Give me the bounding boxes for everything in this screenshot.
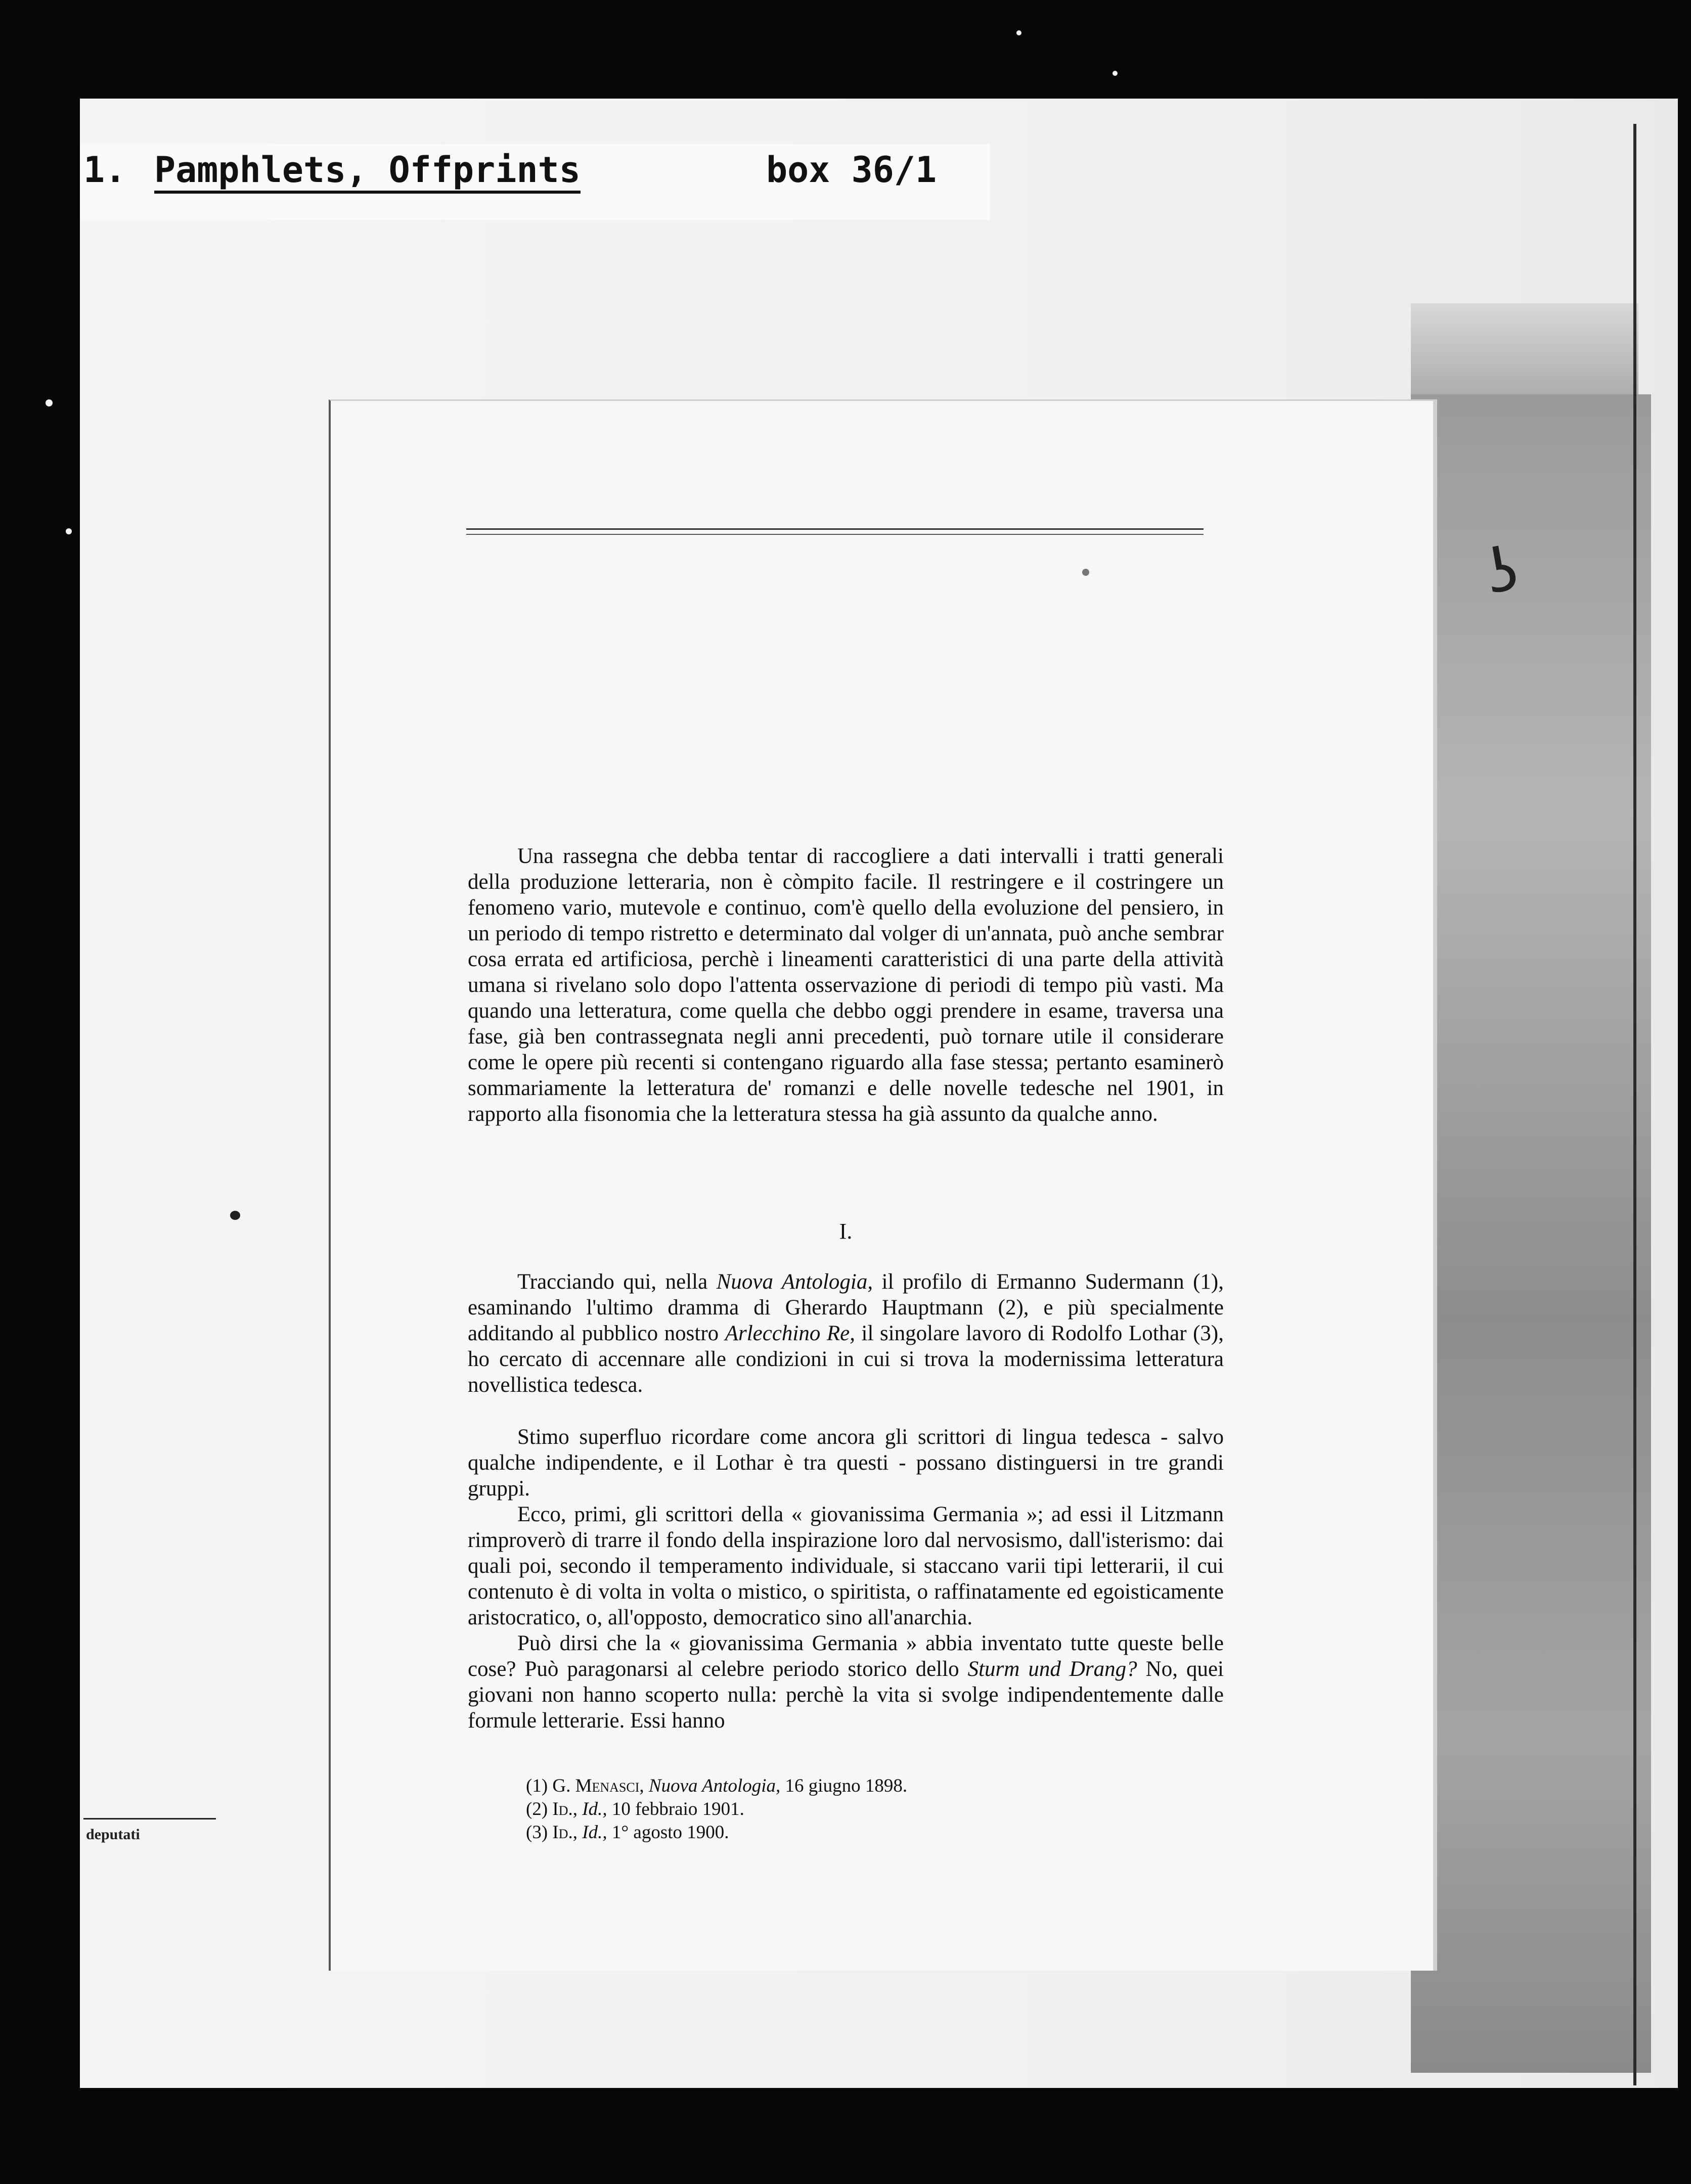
footnote: (3) Id., Id., 1° agosto 1900. [526,1822,729,1843]
paragraph-2-title-2: Arlecchino Re, [725,1322,856,1345]
paragraph-5-title: Sturm und Drang? [967,1657,1137,1681]
pencil-mark-icon: ʖ [1481,533,1524,609]
footnote: (1) G. Menasci, Nuova Antologia, 16 giugno 1898. [526,1776,908,1796]
paragraph-2 [468,1269,1224,1398]
background-shadow [1411,394,1651,2073]
header-rule [466,528,1204,530]
label-title: Pamphlets, Offprints [154,149,581,194]
dust-speck [46,399,53,406]
dust-speck [1016,30,1021,35]
dust-speck [230,1211,240,1220]
label-number: 1. [83,149,126,191]
section-heading: I. [839,1219,853,1244]
archive-label-text [83,149,937,315]
side-note-divider [83,1818,216,1819]
card-edge [1633,124,1636,2085]
paragraph-2-part-a: Tracciando qui, nella [517,1270,717,1294]
header-rule-secondary [466,534,1204,535]
paragraph-3: Stimo superfluo ricordare come ancora gli scrittori di lingua tedesca - salvo qualche indipendente, e il Lothar è tra questi - possano distinguersi in tre grandi gruppi. [468,1425,1224,1500]
paragraph-1: Una rassegna che debba tentar di raccogliere a dati intervalli i tratti generali della produzione letteraria, non è còmpito facile. Il restringere e il costringere un fenomeno vario, mutevole e continuo, com'è quello della evoluzione del pensiero, in un periodo di tempo ristretto e determinato dal volger di un'annata, può anche sembrar cosa errata ed artificiosa, perchè i lineamenti caratteristici di una parte della attività umana si rivelano solo dopo l'attenta osservazione di periodi di tempo più vasti. Ma quando una letteratura, come quella che debbo oggi prendere in esame, traversa una fase, già ben contrassegnata negli anni precedenti, può tornare utile il considerare come le opere più recenti si contengano riguardo alla fase stessa; pertanto esaminerò sommariamente la letteratura de' romanzi e delle novelle tedesche nel 1901, in rapporto alla fisonomia che la letteratura stessa ha già assunto da qualche anno. [468,844,1224,1126]
paragraph-5 [468,1630,1224,1734]
paragraph-5-part-b: No, quei giovani non hanno scoperto nulla: perchè la vita si svolge indipendentemente dalle formule letterarie. Essi hanno [468,1657,1224,1733]
dust-speck [66,528,72,534]
dust-speck [1112,71,1118,76]
label-box: box 36/1 [766,149,937,191]
paragraph-2-part-c: il singolare lavoro di Rodolfo Lothar (3), ho cercato di accennare alle condizioni in cui si trova la modernissima letteratura novellistica tedesca. [468,1322,1224,1397]
side-note: deputati [86,1826,140,1843]
dust-speck [1082,569,1089,576]
paragraph-2-part-b: il profilo di Ermanno Sudermann (1), esaminando l'ultimo dramma di Gherardo Hauptmann (2), e più specialmente additando al pubblico nostro [468,1270,1224,1345]
footnotes [526,1774,907,1844]
document-page [329,399,1433,1971]
paragraph-5-part-a: Può dirsi che la « giovanissima Germania » abbia inventato tutte queste belle cose? Può paragonarsi al celebre periodo storico dello [468,1631,1224,1681]
paragraph-2-title-1: Nuova Antologia, [716,1270,873,1294]
footnote: (2) Id., Id., 10 febbraio 1901. [526,1799,744,1819]
background-shadow-upper [1411,303,1638,404]
paragraph-4: Ecco, primi, gli scrittori della « giovanissima Germania »; ad essi il Litzmann rimproverò di trarre il fondo della inspirazione loro dal nervosismo, dall'isterismo: dai quali poi, secondo il temperamento individuale, si staccano varii tipi letterarii, il cui contenuto è di volta in volta o mistico, o spiritista, o raffinatamente ed egoisticamente aristocratico, o, all'opposto, democratico sino all'anarchia. [468,1503,1224,1629]
